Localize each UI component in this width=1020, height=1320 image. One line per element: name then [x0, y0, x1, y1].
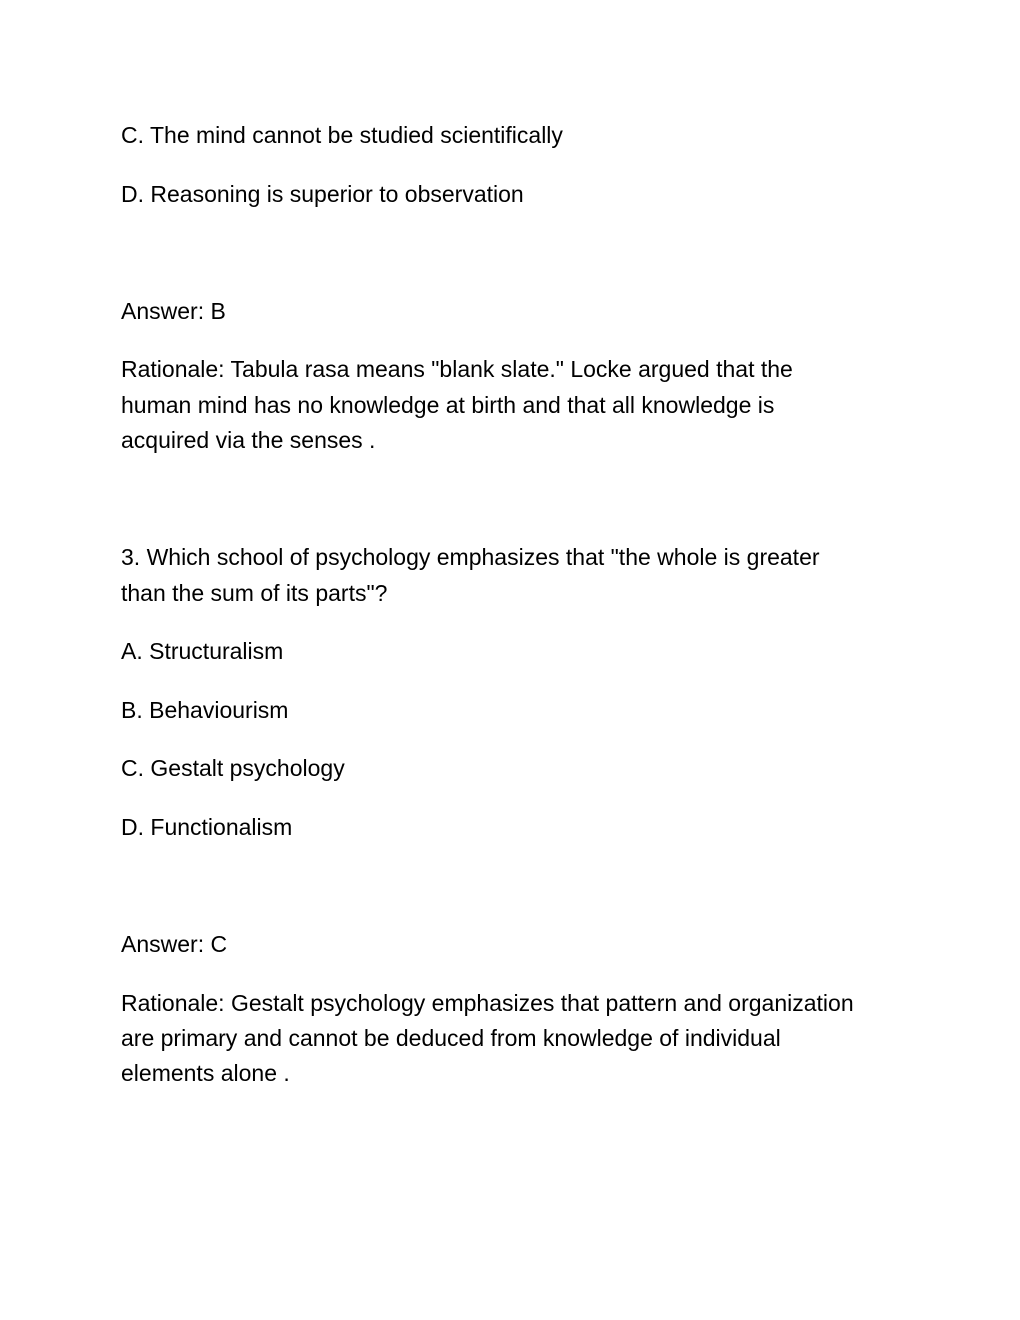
q3-option-b: B. Behaviourism: [121, 697, 289, 723]
q3-answer: Answer: C: [121, 931, 228, 957]
q2-rationale-line-1: Rationale: Tabula rasa means "blank slate." Locke argued that the: [121, 356, 793, 382]
q3-rationale-line-2: are primary and cannot be deduced from knowledge of individual: [121, 1025, 781, 1051]
q3-rationale-line-1: Rationale: Gestalt psychology emphasizes that pattern and organization: [121, 990, 854, 1016]
q3-option-c: C. Gestalt psychology: [121, 755, 345, 781]
q2-rationale-line-3: acquired via the senses .: [121, 427, 376, 453]
q2-option-c: C. The mind cannot be studied scientifically: [121, 122, 563, 148]
q3-question-line-1: 3. Which school of psychology emphasizes that "the whole is greater: [121, 544, 820, 570]
q3-option-a: A. Structuralism: [121, 638, 284, 664]
q2-rationale-line-2: human mind has no knowledge at birth and that all knowledge is: [121, 392, 775, 418]
q3-rationale-line-3: elements alone .: [121, 1060, 290, 1086]
q2-option-d: D. Reasoning is superior to observation: [121, 181, 524, 207]
q3-question-line-2: than the sum of its parts"?: [121, 580, 388, 606]
q2-answer: Answer: B: [121, 298, 226, 324]
q3-option-d: D. Functionalism: [121, 814, 293, 840]
